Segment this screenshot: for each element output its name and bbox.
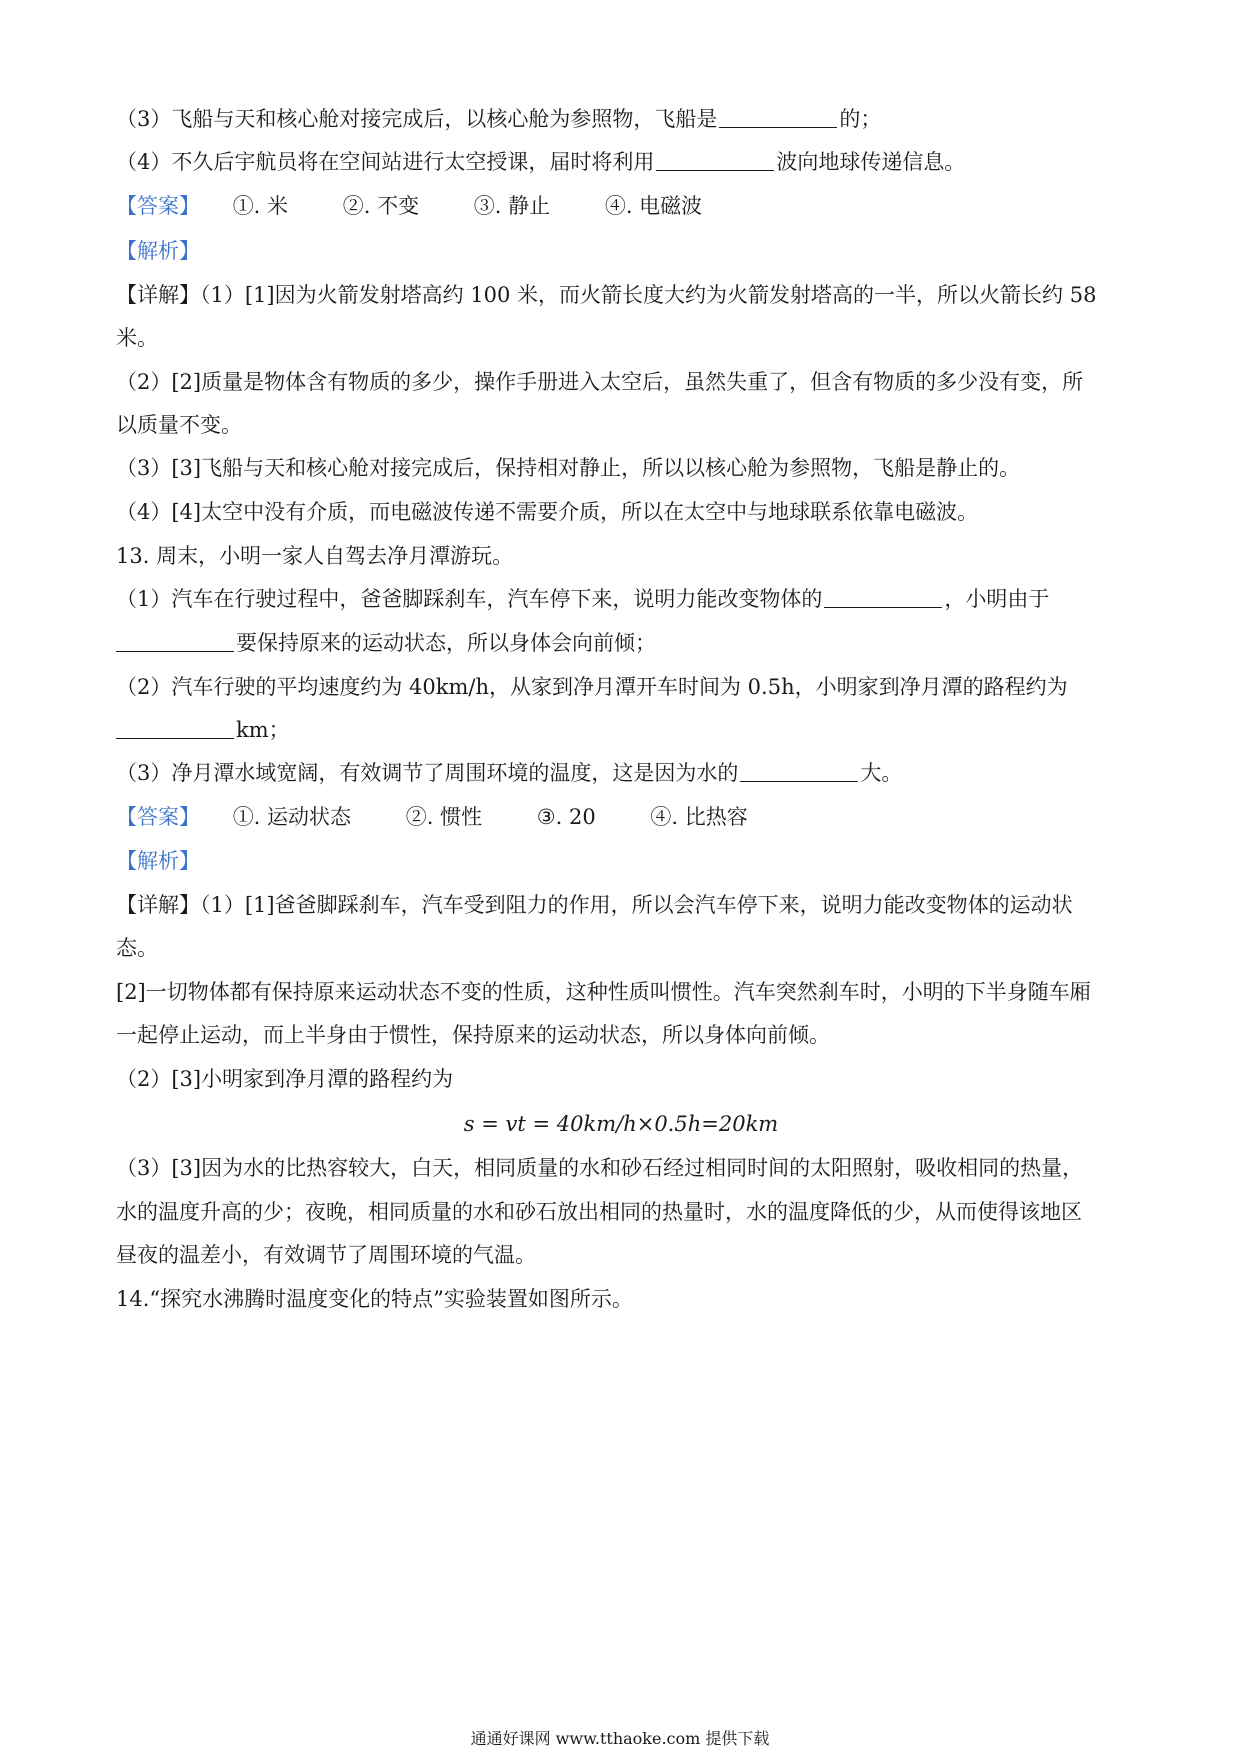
answer-item: ③. 静止 bbox=[473, 194, 551, 218]
answer-item: ④. 比热容 bbox=[650, 805, 748, 829]
q13-answer-row bbox=[116, 802, 1126, 832]
q13-part2-cont bbox=[116, 715, 1126, 745]
answer-blank bbox=[719, 105, 837, 128]
q12-detail-line: 【详解】（1）[1]因为火箭发射塔高约 100 米，而火箭长度大约为火箭发射塔高的一半，所以火箭长约 58 bbox=[116, 283, 1097, 307]
answer-label: 【答案】 bbox=[116, 194, 200, 218]
answer-blank bbox=[656, 148, 774, 171]
q13-part1-tail: ，小明由于 bbox=[944, 587, 1050, 611]
q13-part1-text: （1）汽车在行驶过程中，爸爸脚踩刹车，汽车停下来，说明力能改变物体的 bbox=[116, 587, 823, 611]
q13-part3-tail: 大。 bbox=[860, 761, 903, 785]
q13-title: 13. 周末，小明一家人自驾去净月潭游玩。 bbox=[116, 544, 514, 568]
q12-part3 bbox=[116, 104, 1126, 134]
q13-part3-text: （3）净月潭水域宽阔，有效调节了周围环境的温度，这是因为水的 bbox=[116, 761, 739, 785]
q13-detail-line: （3）[3]因为水的比热容较大，白天，相同质量的水和砂石经过相同时间的太阳照射，吸收相同的热量， bbox=[116, 1156, 1084, 1180]
q13-detail-line: 昼夜的温差小，有效调节了周围环境的气温。 bbox=[116, 1243, 536, 1267]
footer-source: 通通好课网 www.tthaoke.com 提供下载 bbox=[470, 1729, 770, 1748]
answer-item: ②. 惯性 bbox=[405, 805, 483, 829]
q12-detail-line: （3）[3]飞船与天和核心舱对接完成后，保持相对静止，所以以核心舱为参照物，飞船是静止的。 bbox=[116, 456, 1021, 480]
q13-part2-unit: km； bbox=[236, 718, 290, 742]
q12-detail-line: （4）[4]太空中没有介质，而电磁波传递不需要介质，所以在太空中与地球联系依靠电磁波。 bbox=[116, 500, 979, 524]
formula: s = vt = 40km/h×0.5h=20km bbox=[463, 1112, 779, 1136]
q12-part4 bbox=[116, 147, 1126, 177]
answer-item: ①. 米 bbox=[232, 194, 289, 218]
q13-detail-line: 一起停止运动，而上半身由于惯性，保持原来的运动状态，所以身体向前倾。 bbox=[116, 1023, 830, 1047]
q13-detail-line: （2）[3]小明家到净月潭的路程约为 bbox=[116, 1067, 454, 1091]
q13-detail-line: 水的温度升高的少；夜晚，相同质量的水和砂石放出相同的热量时，水的温度降低的少，从而使得该地区 bbox=[116, 1200, 1082, 1224]
answer-blank bbox=[116, 629, 234, 652]
analysis-label: 【解析】 bbox=[116, 849, 200, 873]
answer-blank bbox=[116, 716, 234, 739]
q14-title: 14.“探究水沸腾时温度变化的特点”实验装置如图所示。 bbox=[116, 1287, 633, 1311]
answer-item: ④. 电磁波 bbox=[604, 194, 703, 218]
analysis-label: 【解析】 bbox=[116, 239, 200, 263]
q12-detail-line: （2）[2]质量是物体含有物质的多少，操作手册进入太空后，虽然失重了，但含有物质的多少没有变，所 bbox=[116, 370, 1084, 394]
q13-part1-cont-text: 要保持原来的运动状态，所以身体会向前倾； bbox=[236, 631, 656, 655]
q12-detail-line: 以质量不变。 bbox=[116, 413, 242, 437]
q12-part4-text: （4）不久后宇航员将在空间站进行太空授课，届时将利用 bbox=[116, 150, 655, 174]
q13-detail-line: 态。 bbox=[116, 936, 158, 960]
answer-blank bbox=[824, 585, 942, 608]
answer-blank bbox=[740, 759, 858, 782]
answer-label: 【答案】 bbox=[116, 805, 200, 829]
q13-detail-line: [2]一切物体都有保持原来运动状态不变的性质，这种性质叫惯性。汽车突然刹车时，小明的下半身随车厢 bbox=[116, 980, 1091, 1004]
q13-detail-line: 【详解】（1）[1]爸爸脚踩刹车，汽车受到阻力的作用，所以会汽车停下来，说明力能改变物体的运动状 bbox=[116, 893, 1073, 917]
q12-detail-line: 米。 bbox=[116, 326, 158, 350]
q12-part3-tail: 的； bbox=[839, 107, 882, 131]
q13-part3 bbox=[116, 758, 1126, 788]
q12-answer-row bbox=[116, 191, 1126, 221]
q12-part4-tail: 波向地球传递信息。 bbox=[776, 150, 966, 174]
q12-part3-text: （3）飞船与天和核心舱对接完成后，以核心舱为参照物，飞船是 bbox=[116, 107, 718, 131]
answer-item: ③. 20 bbox=[536, 805, 596, 829]
q13-part2: （2）汽车行驶的平均速度约为 40km/h，从家到净月潭开车时间为 0.5h，小明家到净月潭的路程约为 bbox=[116, 675, 1068, 699]
answer-item: ①. 运动状态 bbox=[232, 805, 352, 829]
q13-part1-cont bbox=[116, 628, 1126, 658]
q13-part1 bbox=[116, 584, 1126, 614]
answer-item: ②. 不变 bbox=[342, 194, 420, 218]
